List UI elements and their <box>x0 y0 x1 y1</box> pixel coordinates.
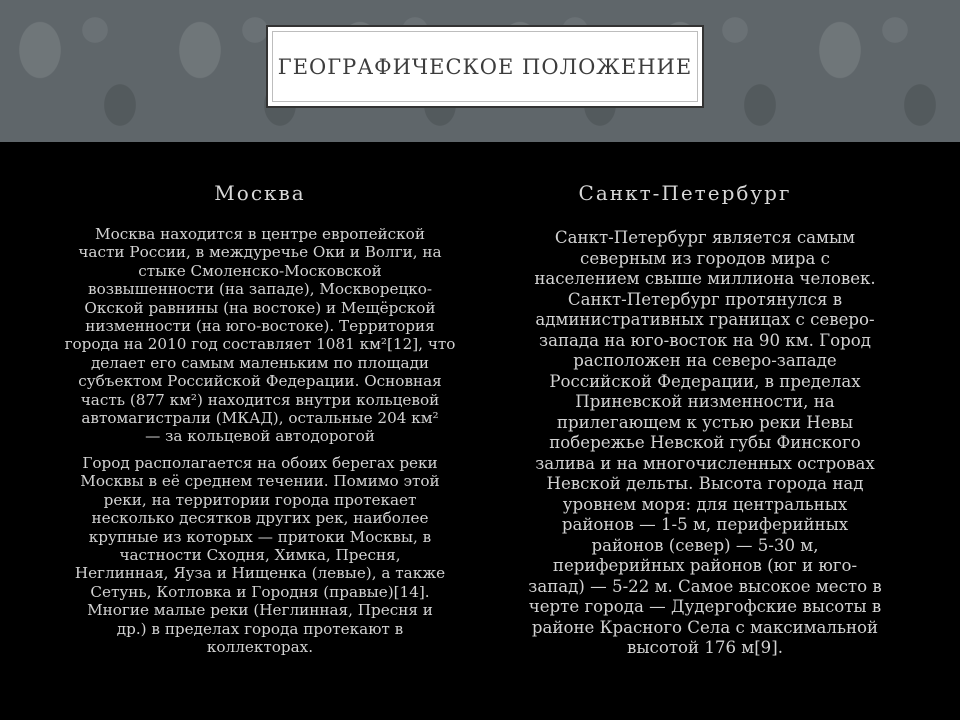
text-line: низменности (на юго-востоке). Территория <box>85 317 435 336</box>
text-line: высотой 176 м[9]. <box>627 638 783 657</box>
text-line: части России, в междуречье Оки и Волги, на <box>78 243 442 262</box>
text-line: Многие малые реки (Неглинная, Пресня и <box>87 601 433 620</box>
text-line: несколько десятков других рек, наиболее <box>91 509 429 528</box>
text-line: Москвы в её среднем течении. Помимо этой <box>80 472 440 491</box>
text-line: северным из городов мира с <box>580 248 830 268</box>
text-line: районе Красного Села с максимальной <box>531 617 879 637</box>
text-line: запад) — 5-22 м. Самое высокое место в <box>528 576 882 596</box>
text-line: стыке Смоленско-Московской <box>138 261 382 280</box>
text-line: Российской Федерации, в пределах <box>549 371 861 391</box>
spb-text <box>500 228 910 659</box>
text-line: Приневской низменности, на <box>575 392 835 411</box>
spb-heading: Санкт-Петербург <box>578 181 792 205</box>
text-line: населением свыше миллиона человек. <box>534 269 876 288</box>
spb-paragraph <box>500 228 910 659</box>
text-line: Окской равнины (на востоке) и Мещёрской <box>84 298 436 317</box>
text-line: — за кольцевой автодорогой <box>145 427 375 446</box>
text-line: Неглинная, Яуза и Нищенка (левые), а также <box>74 564 446 583</box>
text-line: Город располагается на обоих берегах реки <box>82 453 438 472</box>
slide-title: ГЕОГРАФИЧЕСКОЕ ПОЛОЖЕНИЕ <box>277 54 693 79</box>
text-line: районов (север) — 5-30 м, <box>591 535 819 555</box>
text-line: прилегающем к устью реки Невы <box>556 412 854 432</box>
text-line: уровнем моря: для центральных <box>562 494 848 514</box>
text-line: Невской дельты. Высота города над <box>546 474 864 493</box>
text-line: крупные из которых — притоки Москвы, в <box>88 527 432 546</box>
text-line: коллекторах. <box>206 637 314 656</box>
text-line: реки, на территории города протекает <box>103 490 417 509</box>
text-line: делает его самым маленьким по площади <box>90 353 430 372</box>
text-line: расположен на северо-западе <box>573 351 837 370</box>
text-line: возвышенности (на западе), Москворецко- <box>88 280 432 299</box>
text-line: административных границах с северо- <box>535 310 875 329</box>
text-line: районов — 1-5 м, периферийных <box>561 515 849 534</box>
text-line: Москва находится в центре европейской <box>95 225 425 243</box>
text-line: запада на юго-восток на 90 км. Город <box>539 330 871 350</box>
text-line: Сетунь, Котловка и Городня (правые)[14]. <box>90 582 430 601</box>
text-line: побережье Невской губы Финского <box>549 433 861 452</box>
moscow-paragraph-2 <box>50 454 470 656</box>
moscow-heading: Москва <box>214 181 306 205</box>
text-line: города на 2010 год составляет 1081 км²[12], что <box>64 335 456 354</box>
text-line: часть (877 км²) находится внутри кольцевой <box>80 390 440 409</box>
text-line: др.) в пределах города протекают в <box>116 619 404 638</box>
text-line: черте города — Дудергофские высоты в <box>528 597 882 616</box>
text-line: субъектом Российской Федерации. Основная <box>78 372 442 391</box>
title-box <box>266 25 704 108</box>
text-line: залива и на многочисленных островах <box>535 453 875 473</box>
moscow-paragraph-1 <box>50 225 470 446</box>
text-line: Санкт-Петербург является самым <box>554 228 856 247</box>
text-line: частности Сходня, Химка, Пресня, <box>119 545 401 564</box>
text-line: автомагистрали (МКАД), остальные 204 км² <box>81 409 439 428</box>
moscow-text <box>50 225 470 664</box>
text-line: Санкт-Петербург протянулся в <box>567 289 843 309</box>
text-line: периферийных районов (юг и юго- <box>552 556 858 575</box>
